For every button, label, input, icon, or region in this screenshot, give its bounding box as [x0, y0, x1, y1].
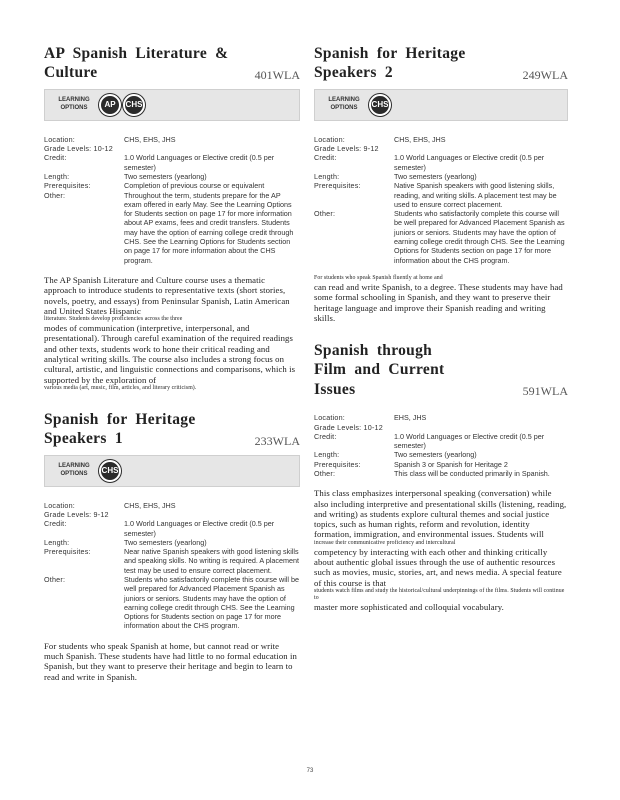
description-text: master more sophisticated and colloquial vocabulary. — [314, 601, 504, 612]
credit-value: 1.0 World Languages or Elective credit (0.5 per semester) — [394, 431, 545, 451]
location-key: Location: — [44, 500, 75, 510]
length-value: Two semesters (yearlong) — [394, 171, 477, 181]
credit-key: Credit: — [314, 431, 337, 441]
length-value: Two semesters (yearlong) — [124, 537, 207, 547]
length-value: Two semesters (yearlong) — [394, 450, 477, 460]
course-title: AP Spanish Literature & Culture — [44, 45, 229, 82]
course-heritage-speakers-2 — [314, 44, 568, 323]
learning-options-icons — [99, 94, 145, 116]
course-ap-spanish-literature — [44, 44, 300, 392]
description-text: The AP Spanish Literature and Culture course uses a thematic approach to introduce students to representative texts (short stories, novels, poetry, and essays) from Peninsular Spanish, Latin American and United States Hispanic — [44, 274, 290, 316]
other-key: Other: — [314, 469, 336, 478]
description-text: For students who speak Spanish at home, but cannot read or write much Spanish. These students have had little to no formal education in Spanish, but they want to preserve their heritage and begin to learn to read and write in Spanish. — [44, 640, 297, 682]
learning-options-icons — [99, 460, 121, 482]
grade-levels: Grade Levels: 10-12 — [314, 422, 383, 432]
description-small-text: students watch films and study the historical/cultural underpinnings of the films. Students will continue to — [314, 587, 565, 601]
description-small-text: literature. Students develop proficiencies across the three — [44, 316, 183, 323]
course-description — [44, 275, 300, 392]
other-value: Students who satisfactorily complete this course will be well prepared for Advanced Placement Spanish as juniors or seniors. Students may have the option of earning college credit through CHS. See the Learning Options for Students section on page 17 for more information about the CHS program. — [124, 575, 299, 631]
length-key: Length: — [44, 171, 70, 181]
description-small-text: various media (art, music, film, articles, and literary criticism). — [44, 384, 197, 391]
length-value: Two semesters (yearlong) — [124, 171, 207, 181]
course-code: 401WLA — [254, 67, 300, 82]
credit-value: 1.0 World Languages or Elective credit (0.5 per semester) — [124, 153, 275, 172]
course-heritage-speakers-1 — [44, 410, 300, 682]
location-key: Location: — [314, 413, 345, 423]
learning-options-bar — [44, 89, 300, 121]
location-value: CHS, EHS, JHS — [124, 134, 176, 144]
course-info — [44, 501, 300, 631]
course-spanish-film-current-issues — [314, 341, 568, 612]
grade-levels: Grade Levels: 9-12 — [44, 509, 109, 519]
ap-badge-icon: AP — [99, 94, 121, 116]
other-key: Other: — [44, 190, 66, 200]
right-column — [314, 44, 568, 622]
course-info — [314, 413, 568, 478]
length-key: Length: — [314, 450, 340, 460]
course-code: 249WLA — [522, 67, 568, 82]
course-title: Spanish for Heritage Speakers 1 — [44, 410, 196, 448]
learning-options-label: LEARNING OPTIONS — [328, 96, 360, 111]
length-key: Length: — [314, 171, 340, 181]
description-small-text: For students who speak Spanish fluently at home and — [314, 274, 443, 281]
course-code: 591WLA — [522, 384, 568, 399]
prerequisites-value: Spanish 3 or Spanish for Heritage 2 — [394, 459, 508, 469]
course-title: Spanish for Heritage Speakers 2 — [314, 45, 466, 82]
prerequisites-value: Native Spanish speakers with good listening skills, reading, and writing skills. A placement test may be used to ensure correct placement. — [394, 181, 557, 209]
prerequisites-value: Near native Spanish speakers with good listening skills and speaking skills. No writing is required. A placement test may be used to ensure correct placement. — [124, 547, 299, 575]
learning-options-label: LEARNING OPTIONS — [58, 96, 90, 111]
location-key: Location: — [44, 134, 75, 144]
prerequisites-key: Prerequisites: — [314, 181, 361, 191]
course-code: 233WLA — [254, 433, 300, 448]
length-key: Length: — [44, 537, 70, 547]
other-value: Students who satisfactorily complete this course will be well prepared for Advanced Placement Spanish as juniors or seniors. Students may have the option of earning college credit through CHS. See the Learning Options for Students section on page 17 for more information about the CHS program. — [394, 209, 565, 265]
learning-options-icons — [369, 94, 391, 116]
chs-badge-icon: CHS — [369, 94, 391, 116]
course-description — [314, 275, 568, 323]
grade-levels: Grade Levels: 10-12 — [44, 144, 113, 154]
other-value: This class will be conducted primarily in Spanish. — [394, 469, 550, 478]
course-header — [314, 44, 568, 83]
course-description — [314, 488, 568, 612]
location-value: CHS, EHS, JHS — [394, 134, 446, 144]
page-number: 73 — [306, 768, 314, 774]
description-small-text: increase their communicative proficiency and intercultural — [314, 539, 456, 546]
chs-badge-icon: CHS — [123, 94, 145, 116]
location-key: Location: — [314, 134, 345, 144]
course-description — [44, 641, 300, 682]
prerequisites-key: Prerequisites: — [44, 181, 91, 191]
other-value: Throughout the term, students prepare for the AP exam offered in early May. See the Learning Options for Students section on page 17 for more information about AP exams, fees and credit transfers. Students may have the option of earning college credit through CHS. See the Learning Options for Students section on page 17 for more information about the CHS program. — [124, 190, 294, 265]
other-key: Other: — [314, 209, 336, 219]
chs-badge-icon: CHS — [99, 460, 121, 482]
learning-options-bar — [314, 89, 568, 121]
location-value: EHS, JHS — [394, 413, 427, 423]
credit-value: 1.0 World Languages or Elective credit (0.5 per semester) — [124, 519, 275, 538]
credit-value: 1.0 World Languages or Elective credit (0.5 per semester) — [394, 153, 545, 172]
course-header — [44, 44, 300, 83]
credit-key: Credit: — [44, 519, 67, 529]
prerequisites-key: Prerequisites: — [44, 547, 91, 557]
course-info — [44, 135, 300, 265]
course-info — [314, 135, 568, 265]
learning-options-label: LEARNING OPTIONS — [58, 462, 90, 477]
description-text: modes of communication (interpretive, interpersonal, and presentational). Through careful examination of the required readings and other texts, students work to hone their critical reading and analytical writing skills. The course also includes a strong focus on cultural, artistic, and linguistic connections and comparisons, which is supported by the exploration of — [44, 323, 296, 385]
left-column — [44, 44, 300, 692]
credit-key: Credit: — [314, 153, 337, 163]
learning-options-bar — [44, 455, 300, 487]
location-value: CHS, EHS, JHS — [124, 500, 176, 510]
description-text: competency by interacting with each other and thinking critically about authentic global issues through the use of authentic resources such as movies, music, stories, art, and news media. A special feature of this course is that — [314, 546, 562, 588]
description-text: can read and write Spanish, to a degree. These students may have had some formal schooling in Spanish, and they want to preserve their heritage language and improve their Spanish reading and writing skills. — [314, 281, 563, 323]
course-title: Spanish through Film and Current Issues — [314, 342, 445, 398]
other-key: Other: — [44, 575, 66, 584]
description-text: This class emphasizes interpersonal speaking (conversation) while also including interpretive and presentational skills (listening, reading, and writing) as students explore cultural themes and social justice topics, such as human rights, reform and revolution, identity formation, immigration, and environmental issues. Students will — [314, 488, 567, 540]
credit-key: Credit: — [44, 153, 67, 163]
prerequisites-value: Completion of previous course or equivalent — [124, 181, 265, 191]
course-header — [44, 410, 300, 449]
prerequisites-key: Prerequisites: — [314, 459, 361, 469]
grade-levels: Grade Levels: 9-12 — [314, 144, 379, 154]
course-header — [314, 341, 568, 399]
